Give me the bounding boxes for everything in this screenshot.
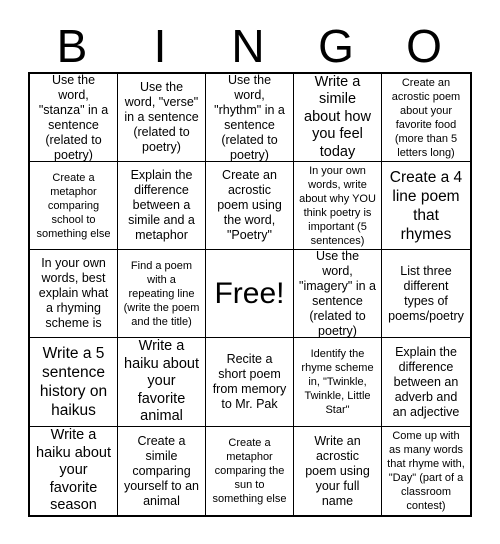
free-space-cell[interactable] bbox=[205, 249, 294, 338]
bingo-cell[interactable] bbox=[381, 73, 471, 162]
cell-text: Explain the difference between a simile and a metaphor bbox=[128, 168, 195, 242]
cell-text: Recite a short poem from memory to Mr. Pak bbox=[212, 352, 287, 411]
cell-text: In your own words, write about why YOU think poetry is important (5 sentences) bbox=[299, 164, 376, 247]
bingo-cell[interactable] bbox=[381, 337, 471, 427]
bingo-cell[interactable] bbox=[205, 337, 294, 427]
bingo-cell[interactable] bbox=[29, 249, 118, 338]
bingo-cell[interactable] bbox=[381, 249, 471, 338]
bingo-cell[interactable] bbox=[205, 73, 294, 162]
cell-text: Write a simile about how you feel today bbox=[304, 73, 371, 160]
cell-text: Write a haiku about your favorite animal bbox=[124, 338, 199, 425]
bingo-cell[interactable] bbox=[29, 73, 118, 162]
bingo-cell[interactable] bbox=[117, 73, 206, 162]
header-letter-g: G bbox=[318, 20, 354, 72]
cell-text: Free! bbox=[214, 276, 285, 310]
cell-text: Create a 4 line poem that rhymes bbox=[389, 168, 463, 243]
bingo-cell[interactable] bbox=[381, 161, 471, 250]
header-letter-b: B bbox=[56, 20, 88, 72]
bingo-cell[interactable] bbox=[293, 161, 382, 250]
header-letter-o: O bbox=[406, 20, 442, 72]
cell-text: Use the word, "verse" in a sentence (related to poetry) bbox=[124, 80, 199, 154]
cell-text: Write a 5 sentence history on haikus bbox=[39, 345, 108, 419]
bingo-cell[interactable] bbox=[381, 426, 471, 516]
cell-text: Create a simile comparing yourself to an animal bbox=[123, 433, 200, 508]
header-letter-n: N bbox=[231, 20, 265, 72]
bingo-cell[interactable] bbox=[293, 249, 382, 338]
cell-text: Use the word, "imagery" in a sentence (related to poetry) bbox=[299, 249, 376, 338]
bingo-cell[interactable] bbox=[117, 426, 206, 516]
bingo-cell[interactable] bbox=[29, 161, 118, 250]
bingo-cell[interactable] bbox=[293, 426, 382, 516]
cell-text: Write a haiku about your favorite season bbox=[36, 427, 111, 514]
cell-text: Find a poem with a repeating line (write the poem and the title) bbox=[123, 259, 200, 328]
cell-text: Use the word, "rhythm" in a sentence (related to poetry) bbox=[214, 73, 285, 162]
cell-text: Identify the rhyme scheme in, "Twinkle, Twinkle, Little Star" bbox=[301, 348, 374, 416]
bingo-cell[interactable] bbox=[117, 161, 206, 250]
bingo-cell[interactable] bbox=[117, 337, 206, 427]
cell-text: Explain the difference between an adverb and an adjective bbox=[392, 344, 460, 419]
cell-text: Create a metaphor comparing the sun to something else bbox=[212, 437, 287, 505]
cell-text: List three different types of poems/poetry bbox=[388, 263, 464, 323]
bingo-cell[interactable] bbox=[205, 161, 294, 250]
bingo-header bbox=[28, 18, 472, 74]
cell-text: In your own words, best explain what a rhyming scheme is bbox=[38, 256, 109, 330]
bingo-board bbox=[28, 72, 472, 517]
bingo-cell[interactable] bbox=[293, 73, 382, 162]
bingo-cell[interactable] bbox=[29, 426, 118, 516]
cell-text: Write an acrostic poem using your full name bbox=[305, 433, 370, 508]
cell-text: Create a metaphor comparing school to something else bbox=[36, 171, 111, 240]
bingo-cell[interactable] bbox=[117, 249, 206, 338]
bingo-cell[interactable] bbox=[293, 337, 382, 427]
cell-text: Come up with as many words that rhyme with, "Day" (part of a classroom contest) bbox=[387, 430, 465, 512]
header-letter-i: I bbox=[153, 20, 167, 72]
bingo-cell[interactable] bbox=[205, 426, 294, 516]
bingo-cell[interactable] bbox=[29, 337, 118, 427]
cell-text: Create an acrostic poem using the word, "Poetry" bbox=[217, 168, 282, 242]
cell-text: Create an acrostic poem about your favorite food (more than 5 letters long) bbox=[391, 76, 461, 159]
cell-text: Use the word, "stanza" in a sentence (related to poetry) bbox=[38, 73, 109, 162]
